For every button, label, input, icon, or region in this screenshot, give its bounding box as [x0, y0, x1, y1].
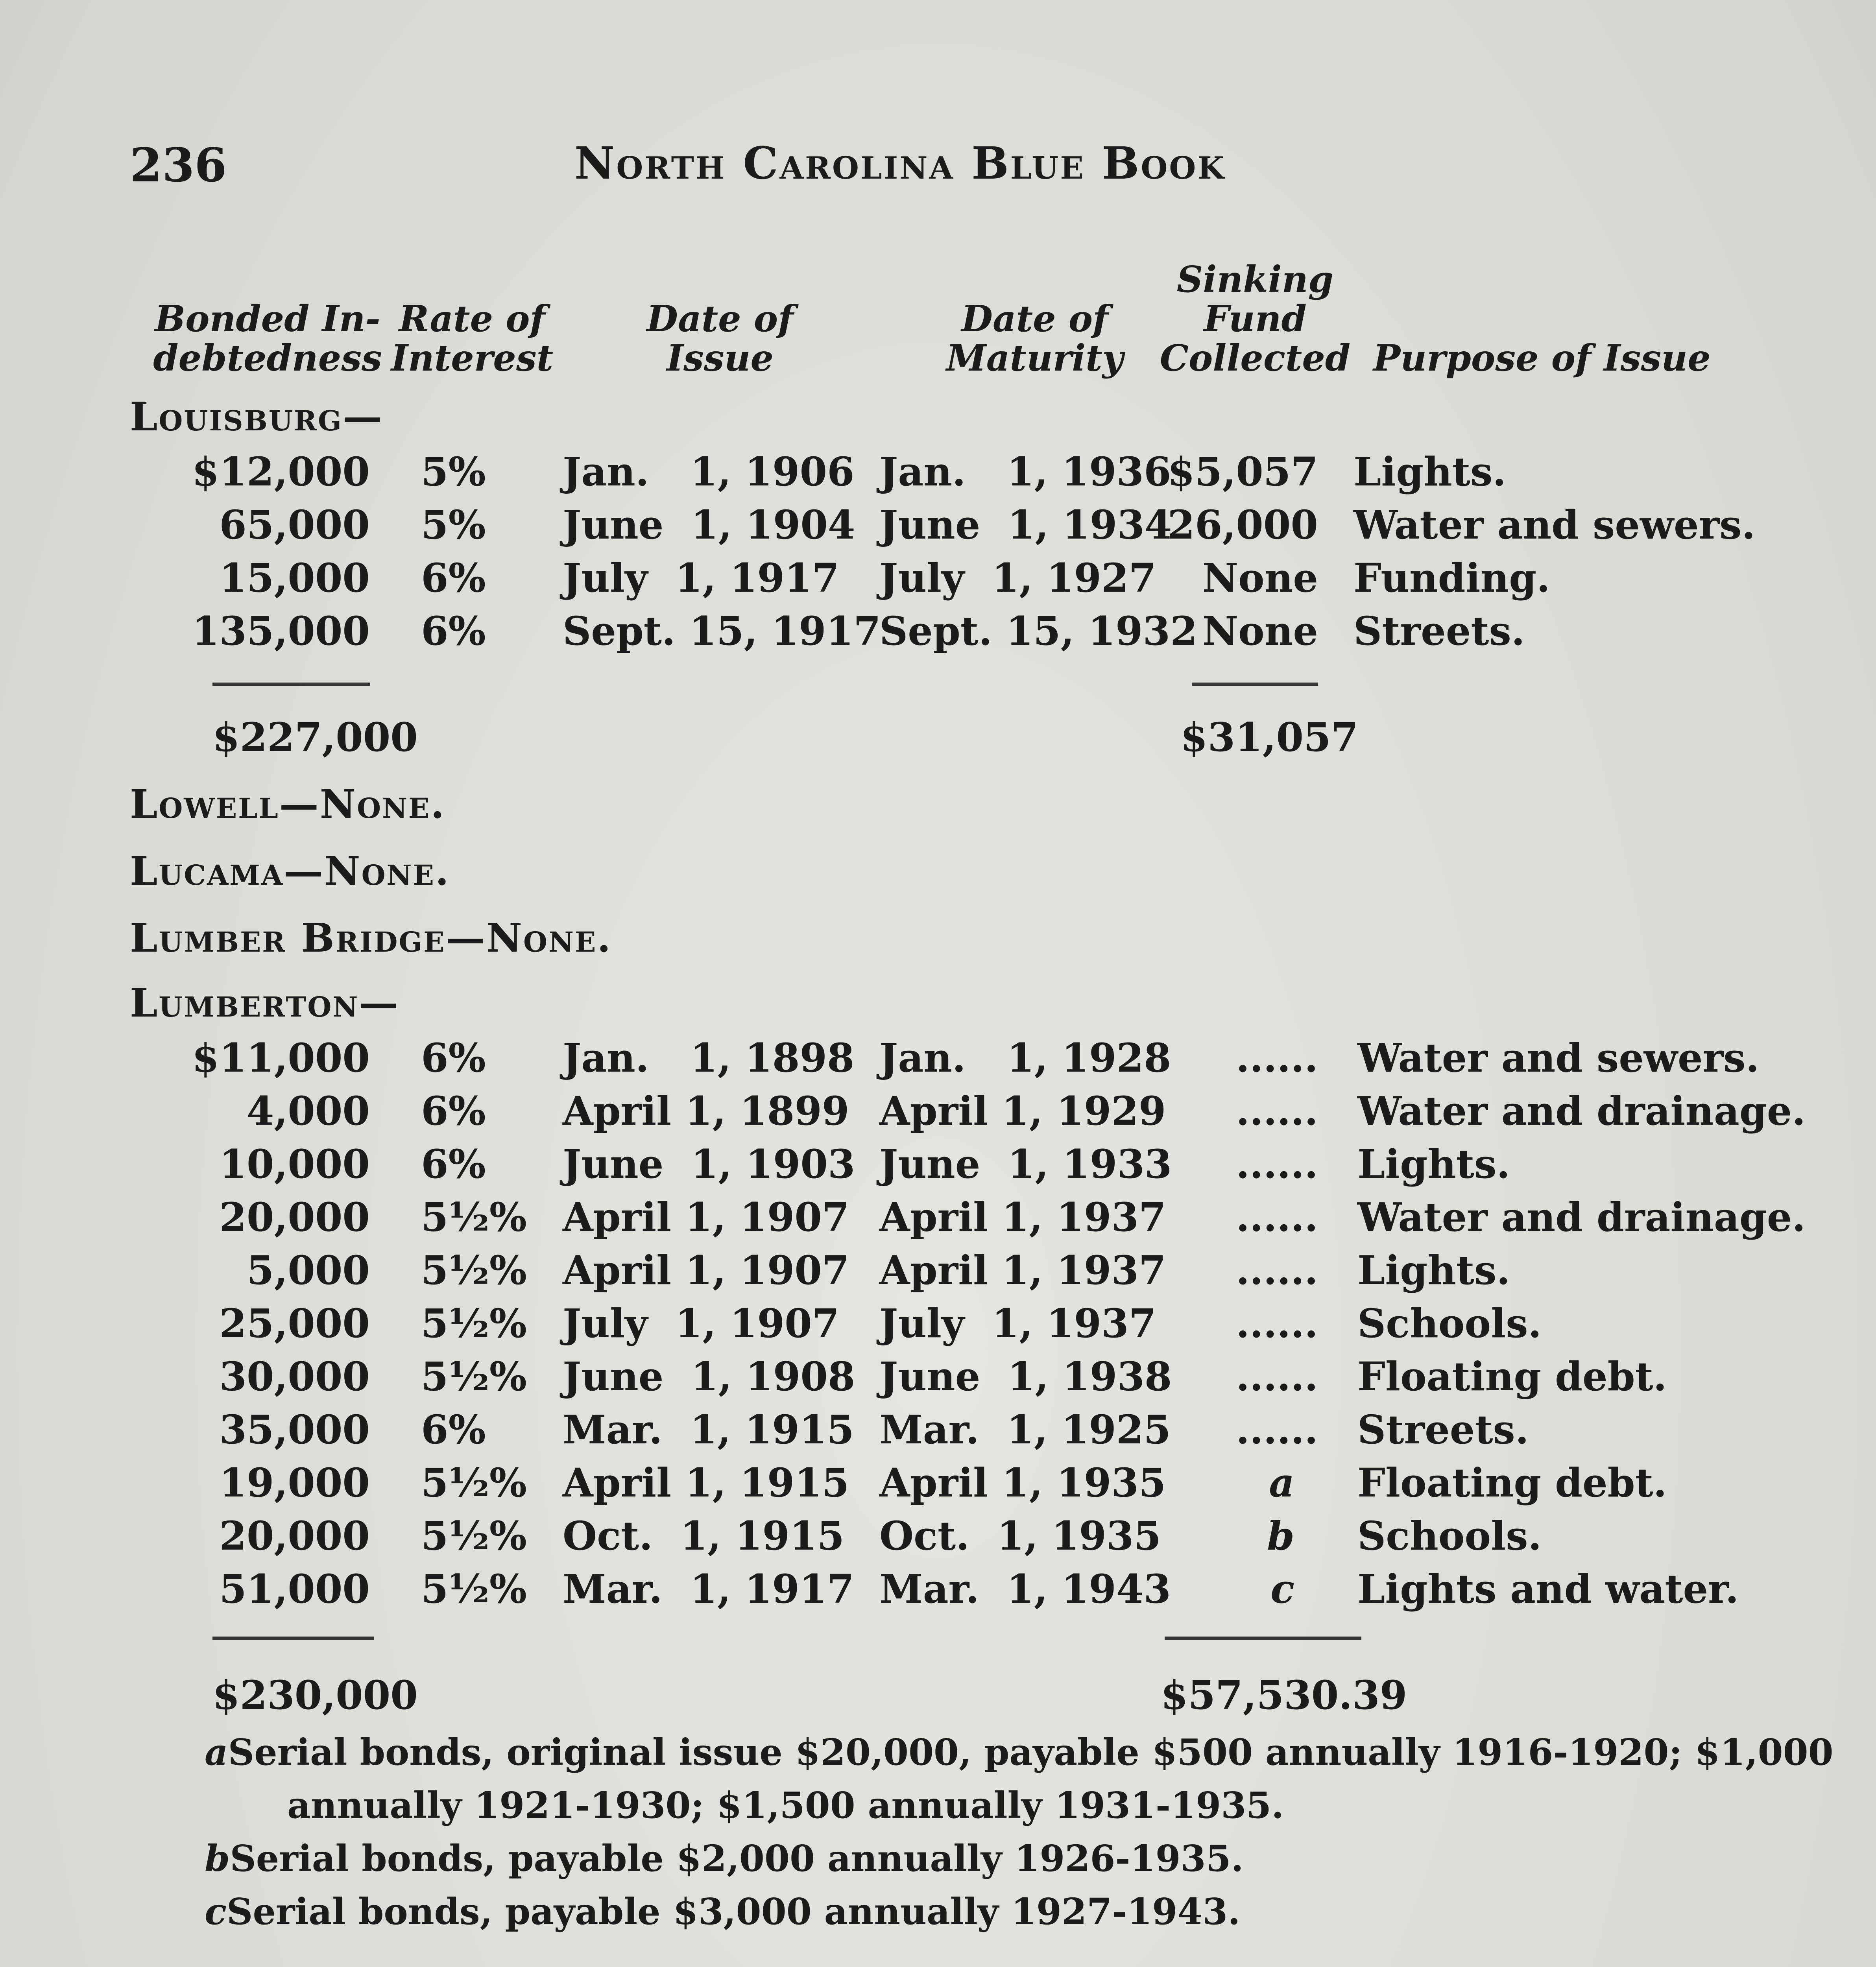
cell-sinking: ......: [1236, 1088, 1318, 1134]
cell-purpose: Schools.: [1357, 1513, 1542, 1559]
town-lumber-bridge: Lumber Bridge—None.: [130, 915, 612, 961]
total-rule: [212, 1637, 374, 1640]
running-head: North Carolina Blue Book: [574, 138, 1226, 189]
table-row: [0, 1460, 1876, 1507]
cell-purpose: Water and sewers.: [1357, 1035, 1760, 1081]
footnote-a-cont: annually 1921-1930; $1,500 annually 1931-1935.: [287, 1784, 1284, 1827]
table-row: $12,000 5% Jan. 1, 1906 Jan. 1, 1936 $5,057 Lights.: [192, 448, 1507, 495]
table-row: [0, 1566, 1876, 1613]
table-row: [0, 1088, 1876, 1135]
cell-purpose: Lights and water.: [1357, 1566, 1739, 1612]
cell-amount: 20,000: [219, 1513, 370, 1559]
cell-issue: Mar. 1, 1915: [563, 1406, 854, 1453]
cell-maturity: April 1, 1937: [879, 1247, 1166, 1293]
cell-issue: April 1, 1907: [563, 1194, 849, 1240]
cell-purpose: Water and drainage.: [1357, 1088, 1806, 1134]
cell-rate: 5½%: [421, 1247, 527, 1293]
cell-issue: Oct. 1, 1915: [563, 1513, 845, 1559]
cell-sinking: ......: [1236, 1300, 1318, 1347]
cell-maturity: April 1, 1935: [879, 1460, 1166, 1506]
total-amount: $230,000: [212, 1672, 418, 1718]
town-louisburg: Louisburg—: [130, 393, 383, 440]
cell-amount: 20,000: [219, 1194, 370, 1240]
page-header: [130, 130, 1763, 193]
table-row: 15,000 6% July 1, 1917 July 1, 1927 None Funding.: [219, 555, 1550, 601]
cell-sinking: ......: [1236, 1247, 1318, 1293]
cell-maturity: July 1, 1937: [879, 1300, 1156, 1347]
cell-sinking: c: [1270, 1566, 1294, 1612]
cell-rate: 5½%: [421, 1513, 527, 1559]
total-sinking: $57,530.39: [1161, 1672, 1407, 1718]
table-row: [0, 1194, 1876, 1241]
cell-purpose: Floating debt.: [1357, 1460, 1667, 1506]
cell-amount: $11,000: [192, 1035, 370, 1081]
table-row: [0, 1513, 1876, 1560]
cell-amount: 25,000: [219, 1300, 370, 1347]
cell-issue: Jan. 1, 1898: [563, 1035, 855, 1081]
cell-maturity: June 1, 1933: [879, 1141, 1172, 1187]
total-amount: $227,000: [212, 714, 418, 760]
table-row: [0, 1035, 1876, 1082]
cell-purpose: Water and drainage.: [1357, 1194, 1806, 1240]
town-lowell: Lowell—None.: [130, 781, 446, 827]
cell-amount: 30,000: [219, 1353, 370, 1400]
cell-sinking: a: [1269, 1460, 1294, 1506]
cell-rate: 6%: [421, 1088, 486, 1134]
total-sinking: $31,057: [1180, 714, 1359, 760]
cell-amount: 19,000: [219, 1460, 370, 1506]
cell-amount: 10,000: [219, 1141, 370, 1187]
cell-maturity: Mar. 1, 1943: [879, 1566, 1171, 1612]
cell-issue: April 1, 1907: [563, 1247, 849, 1293]
cell-amount: 51,000: [219, 1566, 370, 1612]
town-lumberton: Lumberton—: [130, 980, 400, 1026]
cell-issue: April 1, 1915: [563, 1460, 849, 1506]
cell-sinking: ......: [1236, 1353, 1318, 1400]
footnote-a: aSerial bonds, original issue $20,000, payable $500 annually 1916-1920; $1,000: [205, 1731, 1834, 1773]
cell-rate: 5½%: [421, 1353, 527, 1400]
cell-amount: 4,000: [246, 1088, 370, 1134]
cell-purpose: Schools.: [1357, 1300, 1542, 1347]
cell-rate: 5½%: [421, 1566, 527, 1612]
cell-rate: 5½%: [421, 1460, 527, 1506]
cell-amount: 5,000: [246, 1247, 370, 1293]
town-lucama: Lucama—None.: [130, 848, 450, 894]
cell-rate: 5½%: [421, 1194, 527, 1240]
cell-sinking: ......: [1236, 1406, 1318, 1453]
col-head-bonded: Bonded In- debtedness: [153, 297, 382, 379]
cell-maturity: June 1, 1938: [879, 1353, 1172, 1400]
footnote-c: cSerial bonds, payable $3,000 annually 1927-1943.: [205, 1890, 1241, 1933]
total-rule: [1165, 1637, 1361, 1640]
total-rule: [1192, 683, 1318, 686]
cell-maturity: Jan. 1, 1928: [879, 1035, 1171, 1081]
cell-rate: 6%: [421, 1406, 486, 1453]
cell-issue: June 1, 1908: [563, 1353, 855, 1400]
cell-purpose: Streets.: [1357, 1406, 1529, 1453]
table-row: [0, 1406, 1876, 1454]
col-head-maturity: Date of Maturity: [946, 297, 1124, 379]
table-row: 135,000 6% Sept. 15, 1917 Sept. 15, 1932 None Streets.: [192, 608, 1525, 654]
cell-sinking: b: [1267, 1513, 1294, 1559]
cell-rate: 5½%: [421, 1300, 527, 1347]
page-number: 236: [130, 138, 227, 192]
col-head-sinking: Sinking Fund Collected: [1160, 258, 1351, 379]
col-head-issue: Date of Issue: [646, 297, 794, 379]
cell-issue: Mar. 1, 1917: [563, 1566, 854, 1612]
cell-purpose: Floating debt.: [1357, 1353, 1667, 1400]
table-row: [0, 1353, 1876, 1401]
total-rule: [212, 683, 370, 686]
cell-issue: April 1, 1899: [563, 1088, 849, 1134]
cell-rate: 6%: [421, 1141, 486, 1187]
cell-purpose: Lights.: [1357, 1247, 1510, 1293]
cell-sinking: ......: [1236, 1194, 1318, 1240]
cell-sinking: ......: [1236, 1035, 1318, 1081]
table-row: [0, 1247, 1876, 1294]
cell-purpose: Lights.: [1357, 1141, 1510, 1187]
table-row: [0, 1141, 1876, 1188]
col-head-purpose: Purpose of Issue: [1373, 337, 1711, 379]
footnote-b: bSerial bonds, payable $2,000 annually 1926-1935.: [205, 1837, 1244, 1880]
cell-maturity: Oct. 1, 1935: [879, 1513, 1161, 1559]
cell-maturity: April 1, 1937: [879, 1194, 1166, 1240]
cell-maturity: April 1, 1929: [879, 1088, 1166, 1134]
column-headers: [130, 256, 1782, 386]
table-row: 65,000 5% June 1, 1904 June 1, 1934 26,000 Water and sewers.: [219, 502, 1756, 548]
cell-issue: June 1, 1903: [563, 1141, 855, 1187]
cell-sinking: ......: [1236, 1141, 1318, 1187]
cell-issue: July 1, 1907: [563, 1300, 840, 1347]
table-row: [0, 1300, 1876, 1347]
cell-maturity: Mar. 1, 1925: [879, 1406, 1171, 1453]
col-head-rate: Rate of Interest: [391, 297, 554, 379]
cell-amount: 35,000: [219, 1406, 370, 1453]
cell-rate: 6%: [421, 1035, 486, 1081]
